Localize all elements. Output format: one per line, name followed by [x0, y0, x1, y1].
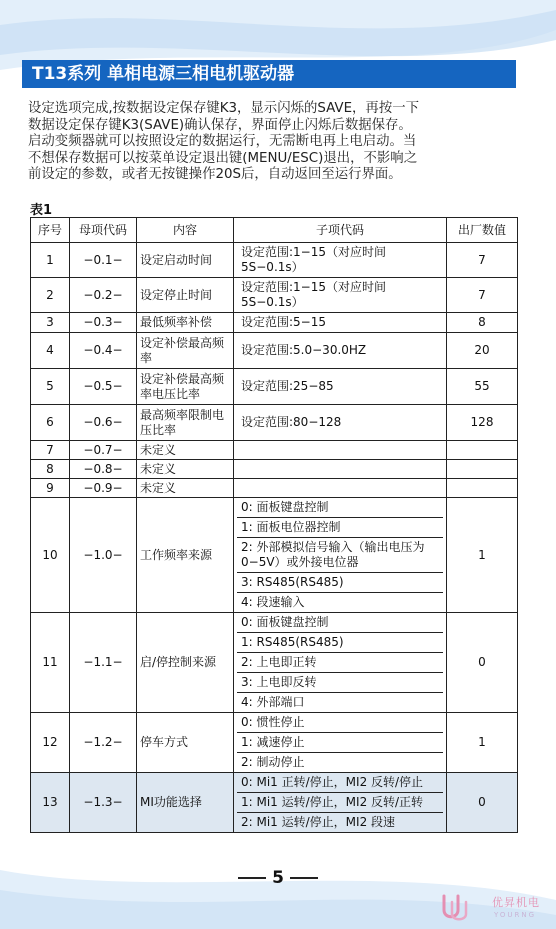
cell-default — [447, 479, 518, 498]
intro-line: 设定选项完成,按数据设定保存键K3，显示闪烁的SAVE，再按一下 — [28, 101, 419, 116]
sub-option: 设定范围:80−128 — [241, 415, 342, 429]
cell-sub-code — [234, 713, 447, 773]
brand-logo-subtext: YOURNG — [494, 911, 537, 919]
sub-option: 1: RS485(RS485) — [237, 633, 443, 653]
sub-option: 设定范围:5−15 — [241, 315, 327, 329]
cell-parent-code: −0.4− — [70, 333, 137, 369]
sub-option: 设定范围:5.0−30.0HZ — [241, 343, 367, 357]
cell-sub-code — [234, 479, 447, 498]
table-row — [31, 498, 518, 613]
cell-default: 1 — [447, 498, 518, 613]
cell-seq: 8 — [31, 460, 70, 479]
cell-content: 未定义 — [137, 460, 234, 479]
cell-sub-code — [234, 441, 447, 460]
cell-content: 停车方式 — [137, 713, 234, 773]
sub-option: 2: 外部模拟信号输入（输出电压为0−5V）或外接电位器 — [237, 538, 443, 573]
cell-parent-code: −1.3− — [70, 773, 137, 833]
table-caption: 表1 — [30, 203, 53, 218]
cell-seq: 10 — [31, 498, 70, 613]
cell-sub-code — [234, 369, 447, 405]
cell-default: 7 — [447, 243, 518, 278]
cell-content: 最低频率补偿 — [137, 313, 234, 333]
table-body — [31, 243, 518, 833]
cell-content: 设定补偿最高频率电压比率 — [137, 369, 234, 405]
sub-option: 4: 段速输入 — [241, 595, 305, 609]
table-row — [31, 313, 518, 333]
cell-seq: 4 — [31, 333, 70, 369]
sub-option: 0: 面板键盘控制 — [237, 613, 443, 633]
sub-option: 0: 惯性停止 — [237, 713, 443, 733]
sub-option: 设定范围:1−15（对应时间5S−0.1s） — [241, 245, 387, 274]
table-row — [31, 243, 518, 278]
cell-sub-code — [234, 773, 447, 833]
cell-seq: 3 — [31, 313, 70, 333]
cell-seq: 1 — [31, 243, 70, 278]
cell-parent-code: −0.2− — [70, 278, 137, 313]
sub-option — [237, 442, 443, 459]
sub-option: 2: Mi1 运转/停止，MI2 段速 — [241, 815, 396, 829]
cell-sub-code — [234, 333, 447, 369]
header-default: 出厂数值 — [447, 218, 518, 243]
table-header-row — [31, 218, 518, 243]
page-title: T13系列 单相电源三相电机驱动器 — [22, 60, 516, 88]
sub-option: 0: Mi1 正转/停止，MI2 反转/停止 — [237, 773, 443, 793]
sub-option: 1: 面板电位器控制 — [237, 518, 443, 538]
cell-seq: 5 — [31, 369, 70, 405]
sub-option: 2: 上电即正转 — [237, 653, 443, 673]
header-content: 内容 — [137, 218, 234, 243]
sub-option: 1: 减速停止 — [237, 733, 443, 753]
sub-option: 4: 外部端口 — [241, 695, 305, 709]
table-row — [31, 369, 518, 405]
cell-parent-code: −1.1− — [70, 613, 137, 713]
sub-option: 设定范围:1−15（对应时间5S−0.1s） — [241, 280, 387, 309]
brand-logo-text: 优昇机电 — [492, 896, 540, 909]
cell-default — [447, 441, 518, 460]
cell-content: 启/停控制来源 — [137, 613, 234, 713]
cell-sub-code — [234, 460, 447, 479]
cell-seq: 13 — [31, 773, 70, 833]
cell-content: 设定停止时间 — [137, 278, 234, 313]
cell-parent-code: −0.8− — [70, 460, 137, 479]
header-sub-code: 子项代码 — [234, 218, 447, 243]
page-number — [0, 868, 556, 888]
cell-sub-code — [234, 405, 447, 441]
sub-option — [237, 461, 443, 478]
cell-parent-code: −0.9− — [70, 479, 137, 498]
intro-line: 数据设定保存键K3(SAVE)确认保存，界面停止闪烁后数据保存。 — [28, 117, 412, 133]
cell-default: 0 — [447, 613, 518, 713]
cell-seq: 9 — [31, 479, 70, 498]
cell-parent-code: −0.7− — [70, 441, 137, 460]
cell-parent-code: −1.0− — [70, 498, 137, 613]
sub-option: 设定范围:25−85 — [241, 379, 334, 393]
cell-default: 7 — [447, 278, 518, 313]
table-row — [31, 773, 518, 833]
cell-content: 未定义 — [137, 441, 234, 460]
table-row — [31, 333, 518, 369]
cell-default: 0 — [447, 773, 518, 833]
cell-content: 设定补偿最高频率 — [137, 333, 234, 369]
cell-default: 8 — [447, 313, 518, 333]
cell-sub-code — [234, 313, 447, 333]
cell-default — [447, 460, 518, 479]
page-number-text: 5 — [272, 868, 284, 888]
cell-parent-code: −0.6− — [70, 405, 137, 441]
sub-option: 2: 制动停止 — [241, 755, 305, 769]
cell-parent-code: −0.1− — [70, 243, 137, 278]
intro-line: 前设定的参数，或者无按键操作20S后，自动返回至运行界面。 — [28, 167, 402, 182]
cell-content: 未定义 — [137, 479, 234, 498]
cell-seq: 7 — [31, 441, 70, 460]
cell-sub-code — [234, 278, 447, 313]
cell-default: 1 — [447, 713, 518, 773]
intro-paragraph — [28, 101, 518, 184]
cell-content: 设定启动时间 — [137, 243, 234, 278]
header-parent-code: 母项代码 — [70, 218, 137, 243]
sub-option: 0: 面板键盘控制 — [237, 498, 443, 518]
table-row — [31, 441, 518, 460]
sub-option: 3: RS485(RS485) — [237, 573, 443, 593]
sub-option — [237, 480, 443, 497]
cell-sub-code — [234, 613, 447, 713]
cell-parent-code: −0.5− — [70, 369, 137, 405]
cell-parent-code: −0.3− — [70, 313, 137, 333]
cell-seq: 6 — [31, 405, 70, 441]
cell-default: 20 — [447, 333, 518, 369]
cell-sub-code — [234, 498, 447, 613]
cell-seq: 11 — [31, 613, 70, 713]
cell-seq: 2 — [31, 278, 70, 313]
sub-option: 1: Mi1 运转/停止，MI2 反转/正转 — [237, 793, 443, 813]
cell-seq: 12 — [31, 713, 70, 773]
table-row — [31, 405, 518, 441]
cell-content: 最高频率限制电压比率 — [137, 405, 234, 441]
table-row — [31, 613, 518, 713]
table-row — [31, 479, 518, 498]
cell-content: MI功能选择 — [137, 773, 234, 833]
cell-content: 工作频率来源 — [137, 498, 234, 613]
parameter-table — [30, 217, 518, 833]
header-seq: 序号 — [31, 218, 70, 243]
table-row — [31, 460, 518, 479]
table-row — [31, 713, 518, 773]
sub-option: 3: 上电即反转 — [237, 673, 443, 693]
table-row — [31, 278, 518, 313]
cell-parent-code: −1.2− — [70, 713, 137, 773]
cell-default: 128 — [447, 405, 518, 441]
cell-sub-code — [234, 243, 447, 278]
intro-line: 不想保存数据可以按菜单设定退出键(MENU/ESC)退出，不影响之 — [28, 150, 418, 166]
intro-line: 启动变频器就可以按照设定的数据运行，无需断电再上电启动。当 — [28, 134, 417, 149]
cell-default: 55 — [447, 369, 518, 405]
